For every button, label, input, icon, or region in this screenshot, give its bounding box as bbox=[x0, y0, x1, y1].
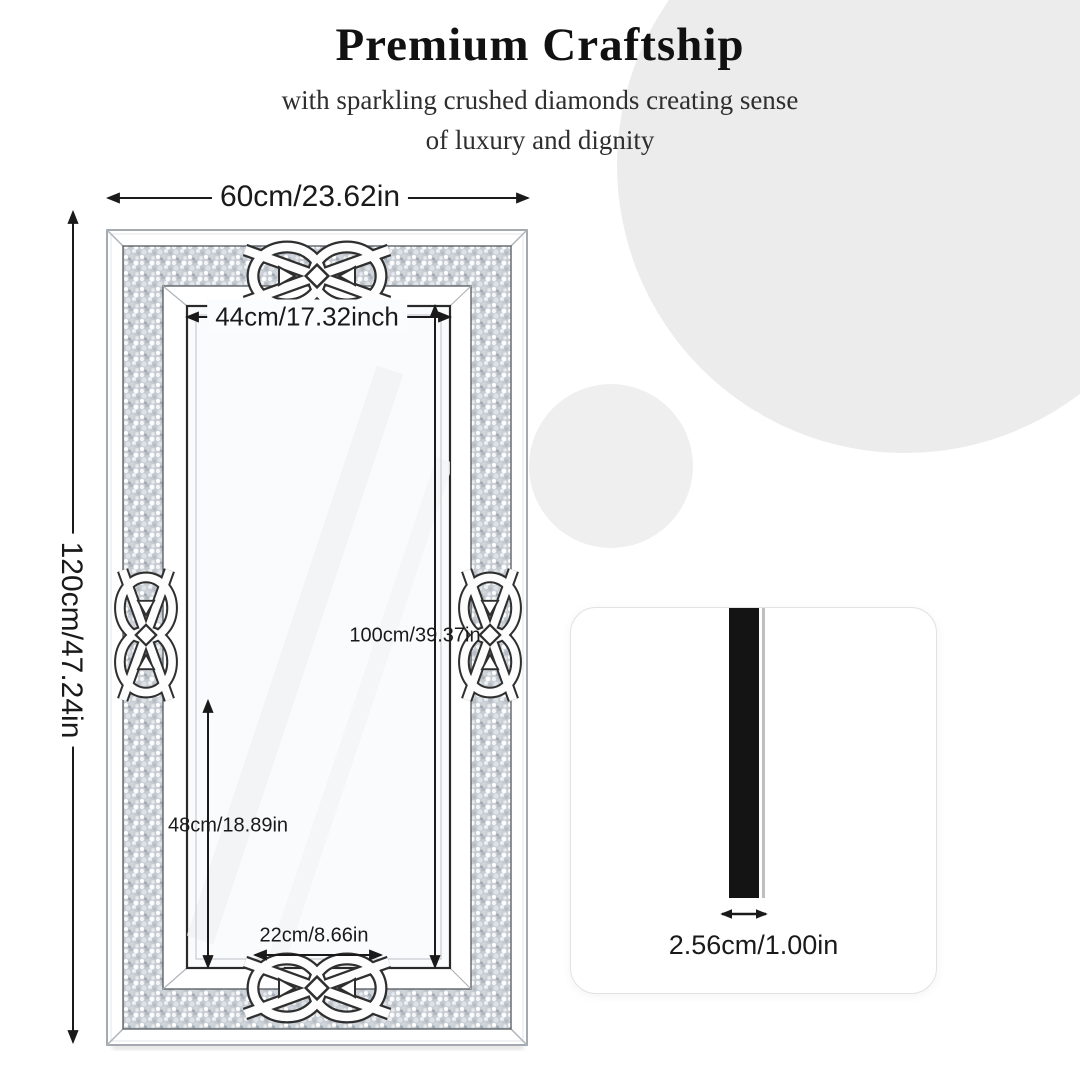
thickness-label: 2.56cm/1.00in bbox=[668, 930, 839, 960]
lower-section-height-label: 48cm/18.89in bbox=[167, 814, 289, 837]
bottom-center-width-label: 22cm/8.66in bbox=[259, 924, 369, 947]
overall-height-label: 120cm/47.24in bbox=[52, 534, 90, 747]
thickness-card bbox=[570, 607, 937, 994]
page-title: Premium Craftship bbox=[335, 19, 745, 71]
subtitle-line1: with sparkling crushed diamonds creating sense bbox=[281, 85, 799, 115]
inner-width-label: 44cm/17.32inch bbox=[207, 300, 407, 335]
inner-height-label: 100cm/39.37in bbox=[349, 624, 481, 647]
thickness-bar bbox=[729, 608, 759, 898]
thickness-arrow bbox=[716, 906, 772, 922]
subtitle-line2: of luxury and dignity bbox=[425, 125, 655, 155]
subtitle bbox=[0, 80, 1080, 160]
thickness-bar-highlight bbox=[762, 608, 765, 898]
overall-width-label: 60cm/23.62in bbox=[212, 178, 408, 216]
header bbox=[0, 16, 1080, 160]
